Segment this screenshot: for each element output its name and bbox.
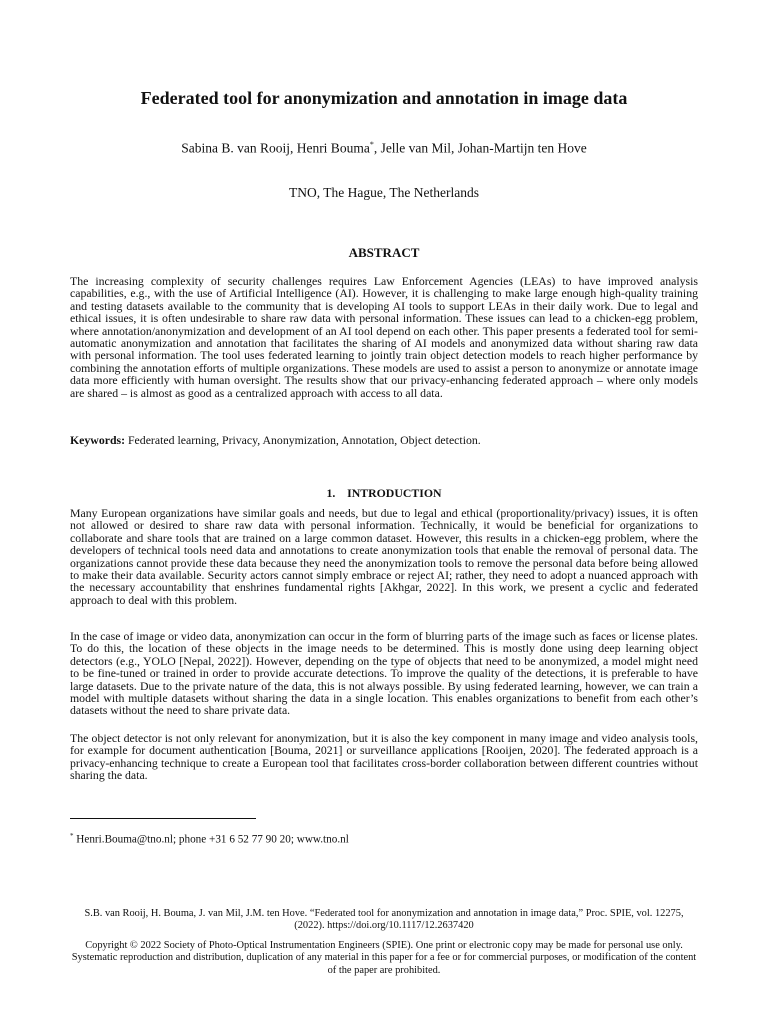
affiliation: TNO, The Hague, The Netherlands: [289, 185, 479, 200]
authors-part-1: Sabina B. van Rooij, Henri Bouma: [181, 140, 370, 156]
copyright-notice: Copyright © 2022 Society of Photo-Optical Instrumentation Engineers (SPIE). One print or electronic copy may be made for personal use only. Systematic reproduction and distribution, duplication of any material in this paper for a fee or for commercial purposes, or modification of the content of the paper are prohibited.: [71, 940, 697, 976]
footnote-contact: Henri.Bouma@tno.nl; phone +31 6 52 77 90 20; www.tno.nl: [73, 833, 349, 846]
paper-title: Federated tool for anonymization and annotation in image data: [140, 88, 628, 108]
intro-paragraph-1: Many European organizations have similar goals and needs, but due to legal and ethical (proportionality/privacy) issues, it is often not allowed or desired to share raw data with personal information. Technically, it would be beneficial for organizations to collaborate and share tools that are trained on a large common dataset. However, this results in a chicken-egg problem, where the developers of technical tools need data and annotations to create anonymization tools that enable the removal of personal data. The organizations cannot provide these data because they need the anonymization tools to remove the personal data before being allowed to make their data available. Security actors cannot simply embrace or reject AI; rather, they need to adopt a nuanced approach with the necessary accountability that enshrines fundamental rights [Akhgar, 2022]. In this work, we present a cyclic and federated approach to deal with this problem.: [70, 506, 698, 607]
keywords-label: Keywords:: [70, 433, 126, 447]
corresponding-author-marker: *: [369, 140, 374, 149]
author-list: [40, 140, 728, 157]
intro-paragraph-3: The object detector is not only relevant for anonymization, but it is also the key component in many image and video analysis tools, for example for document authentication [Bouma, 2021] or surveillance applications [Rooijen, 2020]. The federated approach is a privacy-enhancing technique to create a European tool that facilitates cross-border collaboration between different countries without sharing the data.: [70, 731, 698, 783]
footnote: [70, 832, 698, 846]
citation-footer: S.B. van Rooij, H. Bouma, J. van Mil, J.M. ten Hove. “Federated tool for anonymization and annotation in image data,” Proc. SPIE, vol. 12275, (2022). https://doi.org/10.1117/12.2637420: [84, 908, 684, 932]
keywords-line: [70, 434, 698, 446]
footnote-marker: *: [70, 832, 74, 840]
intro-paragraph-2: In the case of image or video data, anonymization can occur in the form of blurring parts of the image such as faces or license plates. To do this, the location of these objects in the image needs to be determined. This is mostly done using deep learning object detectors (e.g., YOLO [Nepal, 2022]). However, depending on the type of objects that need to be anonymized, a model might need to be fine-tuned or trained in order to provide accurate detections. To improve the quality of the detections, it is preferable to have large datasets. Due to the private nature of the data, this is not always possible. By using federated learning, however, we can train a model with multiple datasets without sharing the data in a single location. This enables organizations to benefit from each other’s datasets without the need to share private data.: [70, 629, 698, 718]
abstract-text: The increasing complexity of security challenges requires Law Enforcement Agencies (LEAs) to have improved analysis capabilities, e.g., with the use of Artificial Intelligence (AI). However, it is challenging to make large enough high-quality training and testing datasets available to the community that is developing AI tools to support LEAs in their daily work. Due to legal and ethical issues, it is often undesirable to share raw data with personal information. These issues can lead to a chicken-egg problem, where annotation/anonymization and development of an AI tool depend on each other. This paper presents a federated tool for semi-automatic anonymization and annotation that facilitates the sharing of AI models and anonymized data without sharing raw data with personal information. The tool uses federated learning to jointly train object detection models to reach higher performance by combining the annotation efforts of multiple organizations. These models are used to assist a person to anonymize or annotate image data more efficiently with human oversight. The results show that our privacy-enhancing federated approach – where only models are shared – is almost as good as a centralized approach with access to all data.: [70, 274, 698, 400]
footnote-separator: [70, 818, 256, 819]
authors-part-2: , Jelle van Mil, Johan-Martijn ten Hove: [373, 140, 587, 156]
abstract-heading: ABSTRACT: [348, 245, 420, 260]
keywords-list: Federated learning, Privacy, Anonymization, Annotation, Object detection.: [125, 433, 481, 447]
section-heading-introduction: 1. INTRODUCTION: [326, 486, 442, 500]
